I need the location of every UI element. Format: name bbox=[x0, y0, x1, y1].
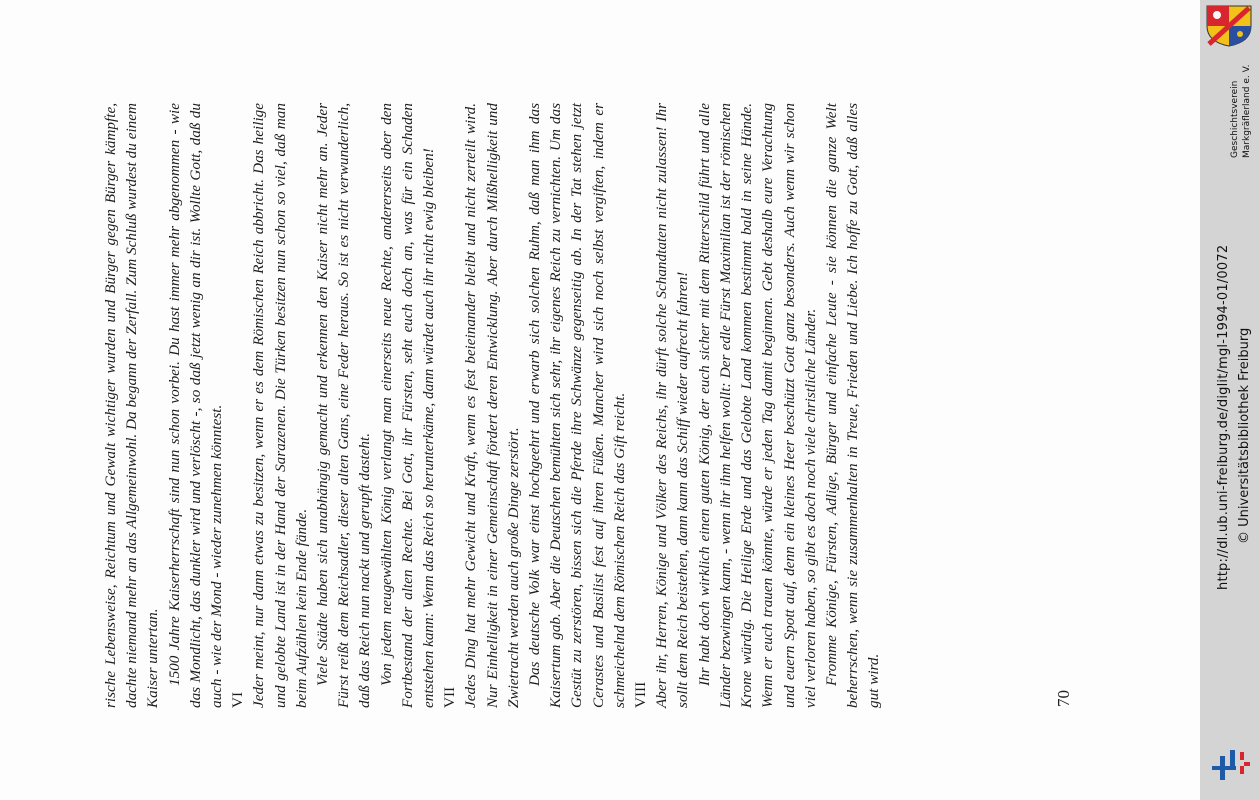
section-heading: VIII bbox=[632, 681, 650, 708]
source-url-link[interactable]: http://dl.ub.uni-freiburg.de/diglit/mgl-1994-01/0072 bbox=[1216, 244, 1231, 590]
page-number: 70 bbox=[1054, 690, 1073, 707]
section-heading: VII bbox=[441, 686, 459, 708]
paragraph: Aber ihr, Herren, Könige und Völker des Reichs, ihr dürft solche Schandtaten nicht zulassen! Ihr sollt dem Reich beistehen, dann kann das Schiff wieder aufrecht fahren! bbox=[653, 103, 692, 708]
society-name-line2: Markgräflerland e. V. bbox=[1242, 64, 1252, 158]
section-heading: VI bbox=[229, 691, 247, 708]
paragraph: Das deutsche Volk war einst hochgeehrt und erwarb sich solchen Ruhm, daß man ihm das Kaisertum gab. Aber die Deutschen bemühten sich sehr, ihr eigenes Reich zu vernichten. Um das Gestüt zu zerstören, bissen sich die Pferde ihre Schwänze gegenseitig ab. In der Tat stehen jetzt Cerastes und Basilist fest auf ihren Füßen. Mancher wird sich noch selbst vergiften, indem er schmeichelnd dem Römischen Reich das Gift reicht. bbox=[526, 103, 628, 708]
page-text bbox=[100, 103, 885, 708]
paragraph: 1500 Jahre Kaiserherrschaft sind nun schon vorbei. Du hast immer mehr abgenommen - wie das Mondlicht, das dunkler wird und verlöscht -, so daß jetzt wenig an dir ist. Wollte Gott, daß du auch - wie der Mond - wieder zunehmen könntest. bbox=[165, 103, 226, 708]
copyright-notice: © Universitätsbibliothek Freiburg bbox=[1237, 327, 1252, 544]
paragraph: Jeder meint, nur dann etwas zu besitzen, wenn er es dem Römischen Reich abbricht. Das heilige und gelobte Land ist in der Hand der Sarazenen. Die Türken besitzen nun schon so viel, daß man beim Aufzählen kein Ende fände. bbox=[250, 103, 310, 708]
paragraph: Von jedem neugewählten König verlangt man einerseits neue Rechte, andererseits aber den Fortbestand der alten Rechte. Bei Gott, ihr Fürsten, seht euch doch an, was für ein Schaden entstehen kann: Wenn das Reich so herunterkäme, dann würdet auch ihr nicht ewig bleiben! bbox=[377, 103, 438, 708]
paragraph: Viele Städte haben sich unabhängig gemacht und erkennen den Kaiser nicht mehr an. Jeder Fürst reißt dem Reichsadler, dieser alten Gans, eine Feder heraus. So ist es nicht verwunderlich, daß das Reich nun nackt und gerupft dasteht. bbox=[314, 103, 374, 708]
ub-freiburg-logo-icon bbox=[1208, 746, 1252, 786]
paragraph: rische Lebensweise, Reichtum und Gewalt wichtiger wurden und Bürger gegen Bürger kämpfte, dachte niemand mehr an das Allgemeinwohl. Da begann der Zerfall. Zum Schluß wurdest du einem Kaiser untertan. bbox=[102, 103, 162, 708]
coat-of-arms-icon bbox=[1205, 4, 1253, 48]
paragraph: Ihr habt doch wirklich einen guten König, der euch sicher mit dem Ritterschild führt und alle Länder bezwingen kann, - wenn ihr ihm helfen wollt: Der edle Fürst Maximilian ist der römischen Krone würdig. Die Heilige Erde und das Gelobte Land kommen bestimmt bald in seine Hände. Wenn er euch trauen könnte, würde er jeden Tag damit beginnen. Gebt deshalb eure Verachtung und euern Spott auf, denn ein kleines Heer beschützt Gott ganz besonders. Auch wenn wir schon viel verloren haben, so gibt es doch noch viele christliche Länder. bbox=[695, 103, 819, 708]
paragraph: Jedes Ding hat mehr Gewicht und Kraft, wenn es fest beieinander bleibt und nicht zerteilt wird. Nur Einhelligkeit in einer Gemeinschaft fördert deren Entwicklung. Aber durch Mißhelligkeit und Zwietracht werden auch große Dinge zerstört. bbox=[462, 103, 522, 708]
paragraph: Fromme Könige, Fürsten, Adlige, Bürger und einfache Leute - sie können die ganze Welt beherrschen, wenn sie zusammenhalten in Treue, Frieden und Liebe. Ich hoffe zu Gott, daß alles gut wird. bbox=[822, 103, 883, 708]
society-name-line1: Geschichtsverein bbox=[1230, 80, 1240, 158]
